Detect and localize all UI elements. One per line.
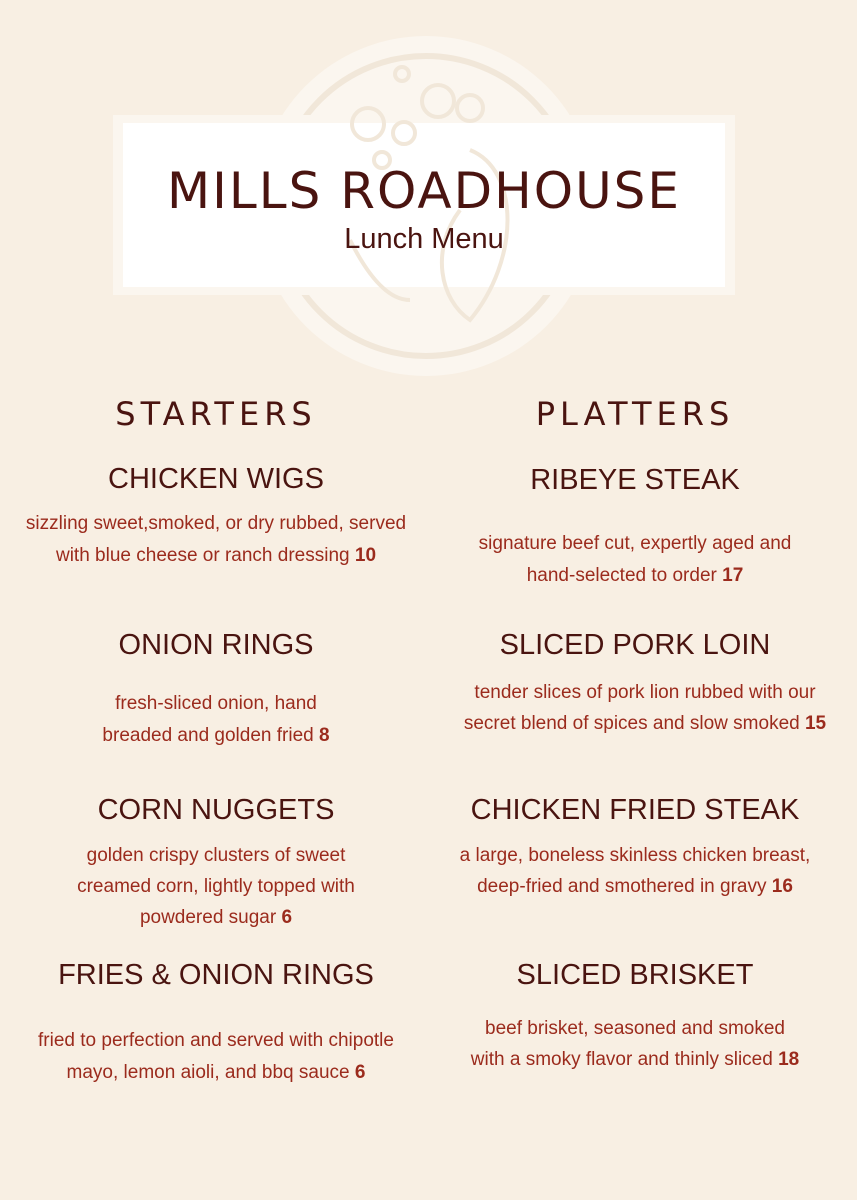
item-name: RIBEYE STEAK — [530, 464, 740, 496]
menu-item — [2, 792, 430, 928]
menu-item — [2, 627, 430, 746]
item-description: signature beef cut, expertly aged and hand-selected to order 17 — [478, 533, 792, 586]
item-name: CORN NUGGETS — [97, 794, 335, 826]
menu-item — [421, 957, 849, 1070]
item-name: CHICKEN WIGS — [108, 463, 324, 495]
item-name: ONION RINGS — [118, 629, 314, 661]
platters-heading: PLATTERS — [535, 395, 735, 433]
menu-subtitle: Lunch Menu — [344, 223, 504, 255]
item-name: FRIES & ONION RINGS — [58, 959, 374, 991]
starters-heading: STARTERS — [115, 395, 317, 433]
item-price: 10 — [354, 545, 377, 566]
item-price: 6 — [281, 907, 293, 928]
item-price: 16 — [771, 876, 793, 897]
menu-item — [421, 462, 849, 586]
item-price: 6 — [354, 1062, 366, 1083]
menu-item — [2, 461, 430, 566]
item-price: 8 — [319, 725, 330, 746]
item-description: fried to perfection and served with chipotle mayo, lemon aioli, and bbq sauce 6 — [38, 1030, 394, 1083]
item-price: 17 — [722, 565, 744, 586]
restaurant-title: MILLS ROADHOUSE — [166, 162, 682, 220]
item-description: sizzling sweet,smoked, or dry rubbed, served with blue cheese or ranch dressing 10 — [25, 513, 407, 566]
item-name: CHICKEN FRIED STEAK — [470, 794, 800, 826]
menu-item — [421, 792, 849, 897]
item-description: beef brisket, seasoned and smoked with a smoky flavor and thinly sliced 18 — [470, 1018, 800, 1070]
menu-item — [421, 627, 849, 734]
item-name: SLICED PORK LOIN — [499, 629, 771, 661]
item-price: 18 — [778, 1049, 800, 1070]
item-price: 15 — [804, 713, 827, 734]
item-description: fresh-sliced onion, hand breaded and golden fried 8 — [102, 693, 330, 746]
menu-header — [123, 123, 725, 287]
item-name: SLICED BRISKET — [516, 959, 754, 991]
menu-item — [2, 957, 430, 1083]
item-description: a large, boneless skinless chicken breast, deep-fried and smothered in gravy 16 — [459, 845, 811, 897]
item-description: tender slices of pork lion rubbed with our secret blend of spices and slow smoked 15 — [463, 682, 827, 734]
item-description: golden crispy clusters of sweet creamed corn, lightly topped with powdered sugar 6 — [77, 845, 355, 928]
